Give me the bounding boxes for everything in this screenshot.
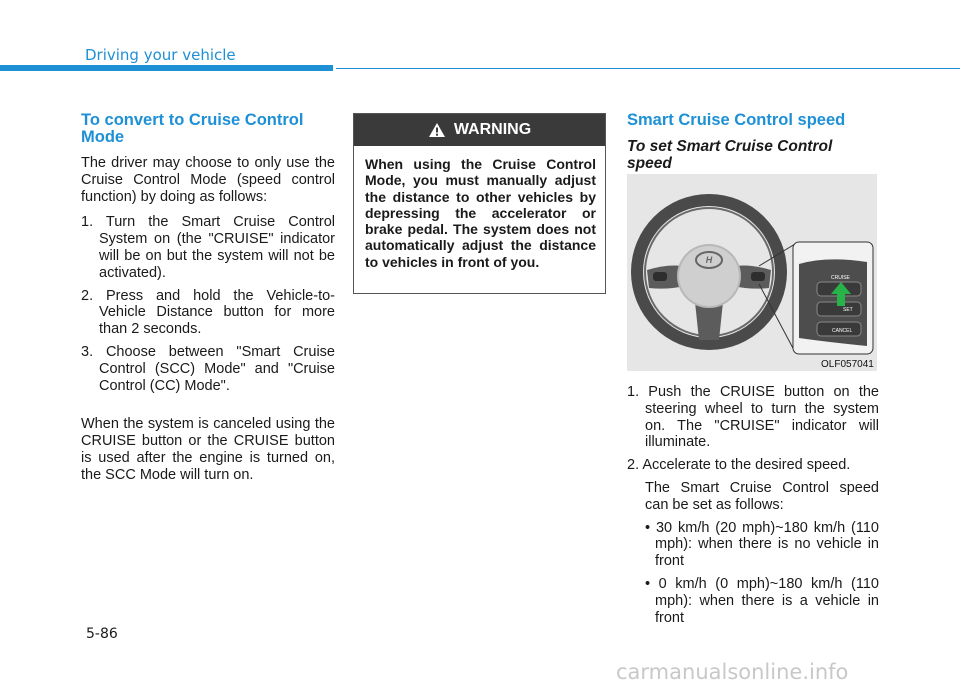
intro-paragraph: The driver may choose to only use the Cruise Control Mode (speed control function) by doing as follows: (81, 155, 335, 205)
speed-bullet-2: • 0 km/h (0 mph)~180 km/h (110 mph): when there is a vehicle in front (645, 575, 879, 626)
speed-step-1: 1. Push the CRUISE button on the steering wheel to turn the system on. The "CRUISE" indicator will illuminate. (627, 384, 879, 451)
speed-subheading: To set Smart Cruise Control speed (627, 138, 833, 172)
speed-bullet-1: • 30 km/h (20 mph)~180 km/h (110 mph): when there is no vehicle in front (645, 519, 879, 570)
watermark: carmanualsonline.info (616, 660, 849, 684)
convert-heading: To convert to Cruise Control Mode (81, 111, 304, 146)
closing-paragraph: When the system is canceled using the CRUISE button or the CRUISE button is used after the engine is turned on, the SCC Mode will turn on. (81, 416, 335, 483)
convert-step-2: 2. Press and hold the Vehicle-to-Vehicle Distance button for more than 2 seconds. (81, 287, 335, 338)
page-number: 5-86 (86, 626, 118, 642)
right-column-steps (627, 384, 879, 632)
figure-caption: OLF057041 (821, 359, 874, 370)
figure-label-cruise: CRUISE (831, 275, 850, 281)
convert-step-3: 3. Choose between "Smart Cruise Control (SCC) Mode" and "Cruise Control (CC) Mode". (81, 343, 335, 394)
section-header: Driving your vehicle (85, 46, 236, 64)
speed-note: The Smart Cruise Control speed can be set as follows: (645, 479, 879, 513)
warning-triangle-icon (428, 122, 446, 138)
steering-wheel-figure (627, 174, 877, 371)
convert-step-1: 1. Turn the Smart Cruise Control System on (the "CRUISE" indicator will be on but the system will not be activated). (81, 214, 335, 281)
warning-box (353, 113, 606, 294)
warning-title: WARNING (453, 121, 532, 138)
figure-label-cancel: CANCEL (832, 328, 853, 334)
speed-heading: Smart Cruise Control speed (627, 111, 846, 129)
header-rule (336, 68, 960, 69)
right-column (627, 112, 879, 172)
figure-label-set: SET (843, 307, 853, 313)
warning-header (354, 114, 605, 146)
steering-wheel-illustration (627, 174, 877, 371)
speed-step-2: 2. Accelerate to the desired speed. (627, 457, 851, 474)
header-bar (0, 65, 333, 71)
left-column (81, 112, 335, 484)
spacer (81, 400, 335, 416)
warning-text: When using the Cruise Control Mode, you must manually adjust the distance to other vehicles by depressing the accelerator or brake pedal. The system does not automatically adjust the distance to vehicles in front of you. (365, 156, 596, 270)
svg-text:H: H (705, 255, 713, 265)
